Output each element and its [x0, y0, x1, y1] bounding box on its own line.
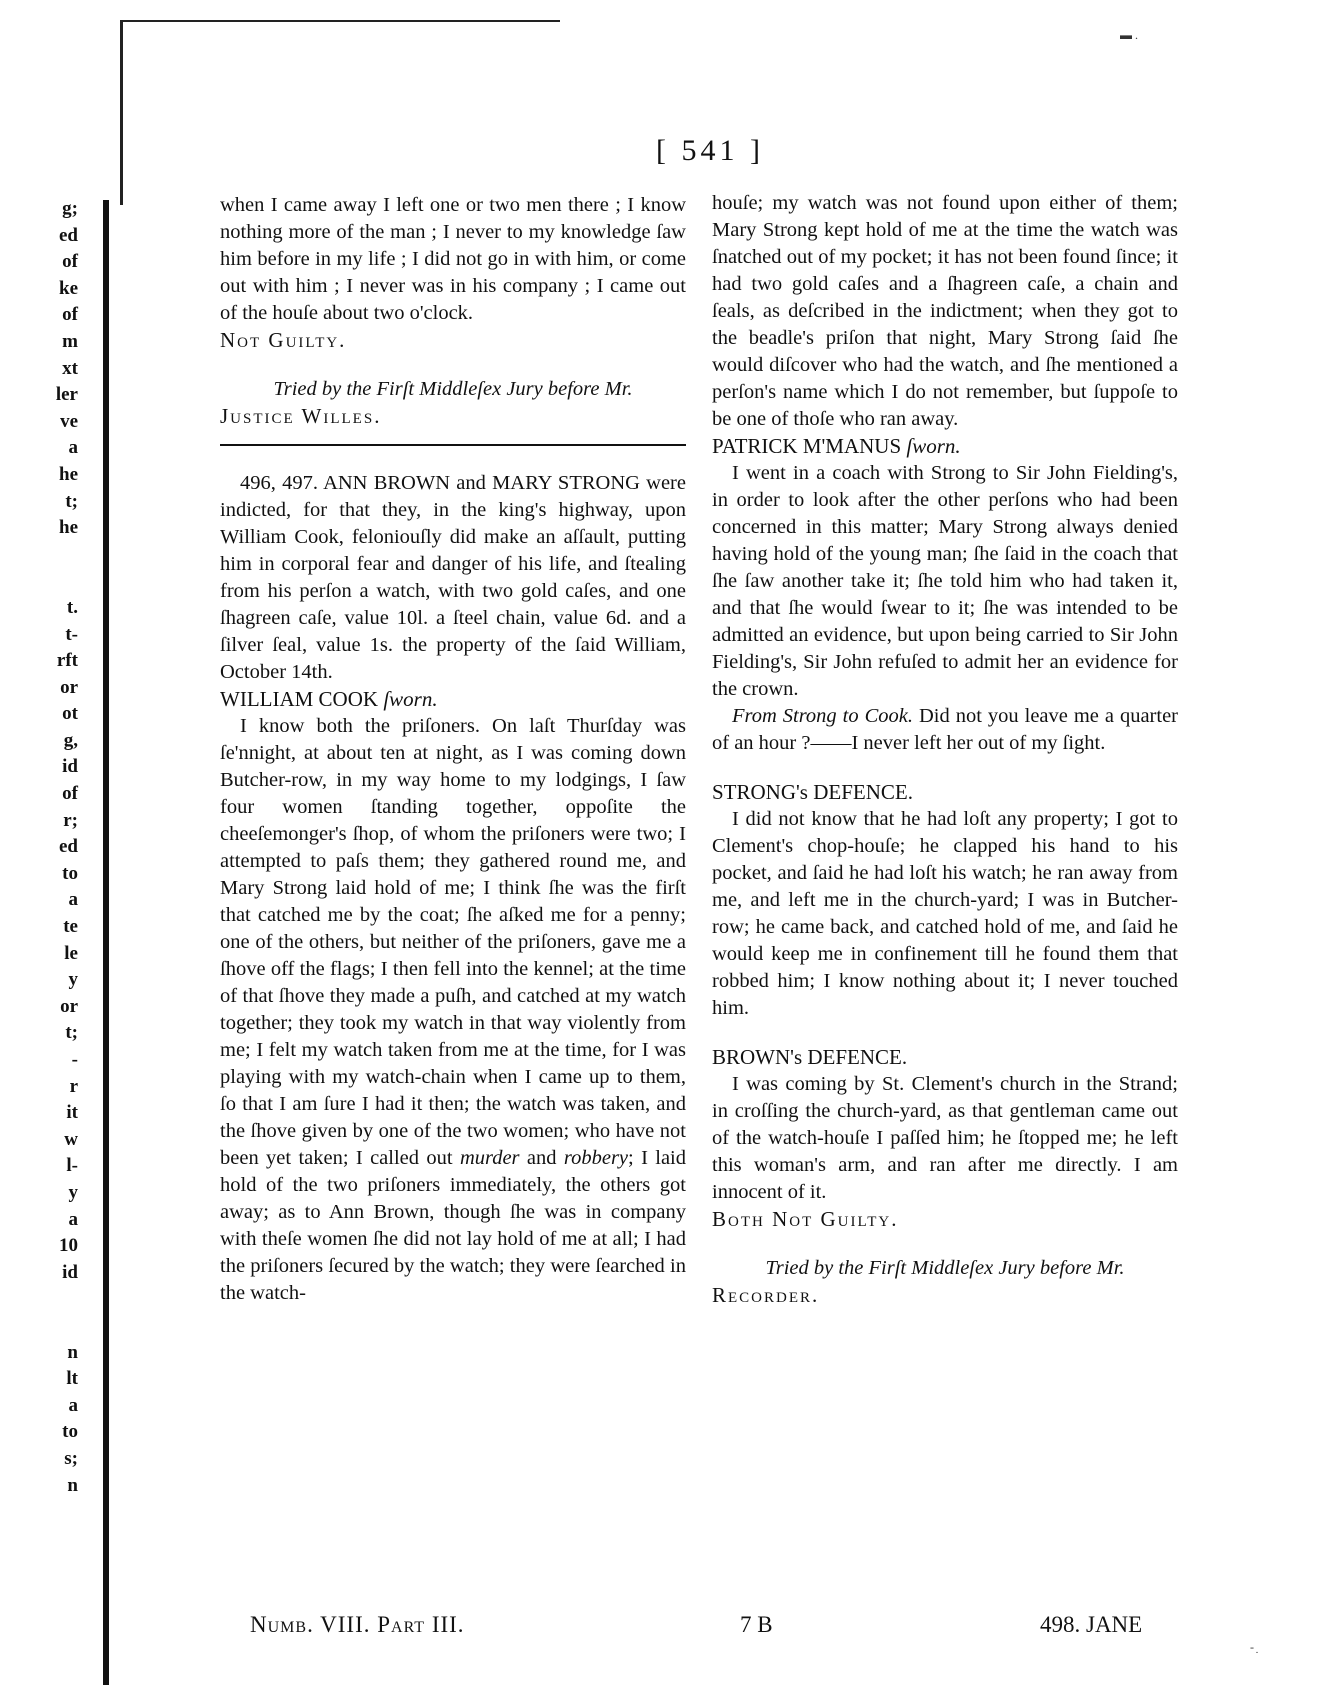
judge-name: Justice Willes. [220, 404, 382, 428]
defence-heading: STRONG's DEFENCE. [712, 780, 913, 804]
defence-paragraph: I was coming by St. Clement's church in the Strand; in croſſing the church-yard, as that gentleman came out of the watch-houſe I paſſed him; he ſtopped me; he left this woman's arm, and ran after me directly. I am innocent of it. [712, 1073, 1178, 1203]
gutter-fragment: a [68, 1394, 78, 1416]
scan-speck: - ̣ [1250, 1640, 1257, 1654]
testimony-paragraph [220, 713, 686, 1307]
gutter-fragment [18, 542, 78, 569]
testimony-continuation: when I came away I left one or two men there ; I know nothing more of the man ; I never to my knowledge ſaw him before in my life ; I did not go in with him, or come out with him ; I never was in his company ; I came out of the houſe about two o'clock. [220, 194, 686, 324]
gutter-fragment: - [71, 1049, 78, 1070]
gutter-fragment: a [68, 889, 78, 911]
gutter-fragment: t- [65, 623, 78, 645]
gutter-fragment: g, [63, 729, 78, 751]
binding-thin-line [120, 20, 123, 205]
gutter-fragment: l- [66, 1155, 78, 1177]
gutter-fragment: ot [62, 703, 78, 725]
testimony-emphasis: robbery [563, 1147, 629, 1169]
issue-label: Numb. VIII. Part III. [250, 1612, 465, 1637]
gutter-fragment: r [69, 1075, 78, 1097]
section-rule [220, 444, 686, 446]
testimony-text: and [526, 1147, 557, 1169]
gutter-fragment: of [62, 783, 78, 805]
verdict: Both Not Guilty. [712, 1207, 899, 1231]
gutter-fragment: a [68, 437, 78, 459]
gutter-fragment: g; [62, 198, 78, 219]
gutter-fragment: w [64, 1128, 78, 1150]
gutter-fragment: ed [59, 224, 78, 246]
gutter-fragment: it [66, 1102, 78, 1124]
gutter-fragment: r; [63, 809, 78, 831]
gutter-fragment: t; [65, 1022, 78, 1044]
gutter-fragment: y [68, 1181, 78, 1203]
gutter-fragment: a [68, 1208, 78, 1230]
question-label: From Strong to Cook. [732, 705, 913, 727]
gutter-fragment: id [62, 756, 78, 778]
gutter-fragment: he [59, 517, 78, 539]
scan-speck: ▬ . [1120, 28, 1138, 42]
gutter-fragment: le [64, 942, 78, 964]
gutter-fragment: ke [59, 277, 78, 299]
gutter-fragment: of [62, 304, 78, 326]
gutter-fragment: xt [62, 357, 78, 379]
gutter-fragment: n [67, 1341, 78, 1363]
gutter-fragment: t. [66, 596, 78, 618]
gutter-fragment: he [59, 463, 78, 485]
jury-note: Tried by the Firſt Middleſex Jury before Mr. [273, 378, 633, 400]
defence-paragraph: I did not know that he had loſt any property; I got to Clement's chop-houſe; he clapped his hand to his pocket, and ſaid he had loſt his watch; he ran away from me, and left me in the church-yard; I was in Butcher-row; he came back, and catched hold of me, and ſaid he would keep me in confinement till he found them that robbed him; I know nothing about it; I never touched him. [712, 808, 1178, 1019]
gutter-fragment: or [60, 995, 78, 1017]
judge-name: Recorder. [712, 1283, 820, 1307]
gutter-fragment: ed [59, 836, 78, 858]
defence-heading: BROWN's DEFENCE. [712, 1045, 908, 1069]
indictment-paragraph: 496, 497. ANN BROWN and MARY STRONG were indicted, for that they, in the king's highway, upon William Cook, feloniouſly did make an aſſault, putting him in corporal fear and danger of his life, and ſtealing from his perſon a watch, with two gold caſes, and one ſhagreen caſe, value 10l. a ſteel chain, value 6d. and a ſilver ſeal, value 1s. the property of the ſaid William, October 14th. [220, 472, 686, 683]
gutter-fragment: to [62, 1421, 78, 1443]
right-column [712, 190, 1178, 1309]
gutter-fragment: ve [60, 410, 78, 432]
gutter-fragment: id [62, 1261, 78, 1283]
testimony-continuation: houſe; my watch was not found upon either of them; Mary Strong kept hold of me at the time the watch was ſnatched out of my pocket; it has not been found ſince; it had two gold caſes and a ſhagreen caſe, a chain and ſeals, as deſcribed in the indictment; when they got to the beadle's priſon that night, Mary Strong ſaid ſhe would diſcover who had the watch, and ſhe mentioned a perſon's name which I do not remember, but ſuppoſe to be one of thoſe who ran away. [712, 192, 1178, 430]
facing-page-fragments [18, 196, 78, 1499]
verdict: Not Guilty. [220, 328, 347, 352]
gutter-fragment: t; [65, 490, 78, 512]
gutter-fragment: of [62, 251, 78, 273]
gutter-fragment: rft [56, 650, 78, 672]
jury-note: Tried by the Firſt Middleſex Jury before Mr. [765, 1257, 1125, 1279]
gutter-fragment: to [62, 862, 78, 884]
gutter-fragment: lt [66, 1368, 78, 1390]
witness-heading [220, 686, 686, 713]
scan-top-line [120, 20, 560, 22]
gutter-fragment: or [60, 676, 78, 698]
question-text: Did not you leave me a quarter of an hour ?——I never left her out of my ſight. [712, 705, 1178, 754]
gutter-fragment: te [63, 916, 78, 938]
sworn-label: ſworn. [906, 434, 961, 458]
gutter-fragment: ler [55, 384, 78, 406]
witness-heading [712, 433, 1178, 460]
testimony-emphasis: murder [459, 1147, 520, 1169]
page-number: [ 541 ] [656, 134, 764, 167]
gutter-fragment: m [62, 330, 78, 352]
testimony-paragraph: I went in a coach with Strong to Sir John Fielding's, in order to look after the other perſons who had been concerned in this matter; Mary Strong always denied having hold of the young man; ſhe ſaid in the coach that ſhe ſaw another take it; ſhe told him who had taken it, and that ſhe would ſwear to it; ſhe was intended to be admitted an evidence, but upon being carried to Sir John Fielding's, Sir John refuſed to admit her an evidence for the crown. [712, 462, 1178, 700]
gutter-fragment [18, 568, 78, 595]
cross-examination [712, 703, 1178, 757]
gutter-fragment [18, 1286, 78, 1313]
testimony-text: I know both the priſoners. On laſt Thurſday was ſe'nnight, at about ten at night, as I was coming down Butcher-row, in my way home to my lodgings, I ſaw four women ſtanding together, oppoſite the cheeſemonger's ſhop, of whom the priſoners were two; I attempted to paſs them; they gathered round me, and Mary Strong laid hold of me; I think ſhe was the firſt that catched me by the coat; ſhe aſked me for a penny; one of the others, but neither of the priſoners, gave me a ſhove off the flags; I then fell into the kennel; at the time of that ſhove they made a puſh, and catched at my watch together; they took my watch in that way violently from me; I felt my watch taken from me at the time, for I was playing with my watch-chain when I came up to them, ſo that I am ſure I had it then; the watch was taken, and the ſhove given by one of the two women; who have not been yet taken; I called out [220, 715, 686, 1169]
binding-spine [103, 200, 109, 1685]
witness-name: WILLIAM COOK [220, 687, 379, 711]
gutter-fragment [18, 1313, 78, 1340]
gutter-fragment: y [68, 969, 78, 991]
left-column [220, 192, 686, 1307]
gutter-fragment: 10 [59, 1235, 78, 1257]
signature-mark: 7 B [740, 1612, 773, 1637]
catchword: 498. JANE [1040, 1612, 1143, 1637]
gutter-fragment: s; [64, 1447, 78, 1469]
gutter-fragment: n [67, 1474, 78, 1496]
sworn-label: ſworn. [383, 687, 438, 711]
witness-name: PATRICK M'MANUS [712, 434, 902, 458]
testimony-text: ; I laid hold of the two priſoners immediately, the others got away; as to Ann Brown, though ſhe was in company with theſe women ſhe did not lay hold of me at all; I had the priſoners ſecured by the watch; they were ſearched in the watch- [220, 1147, 687, 1304]
